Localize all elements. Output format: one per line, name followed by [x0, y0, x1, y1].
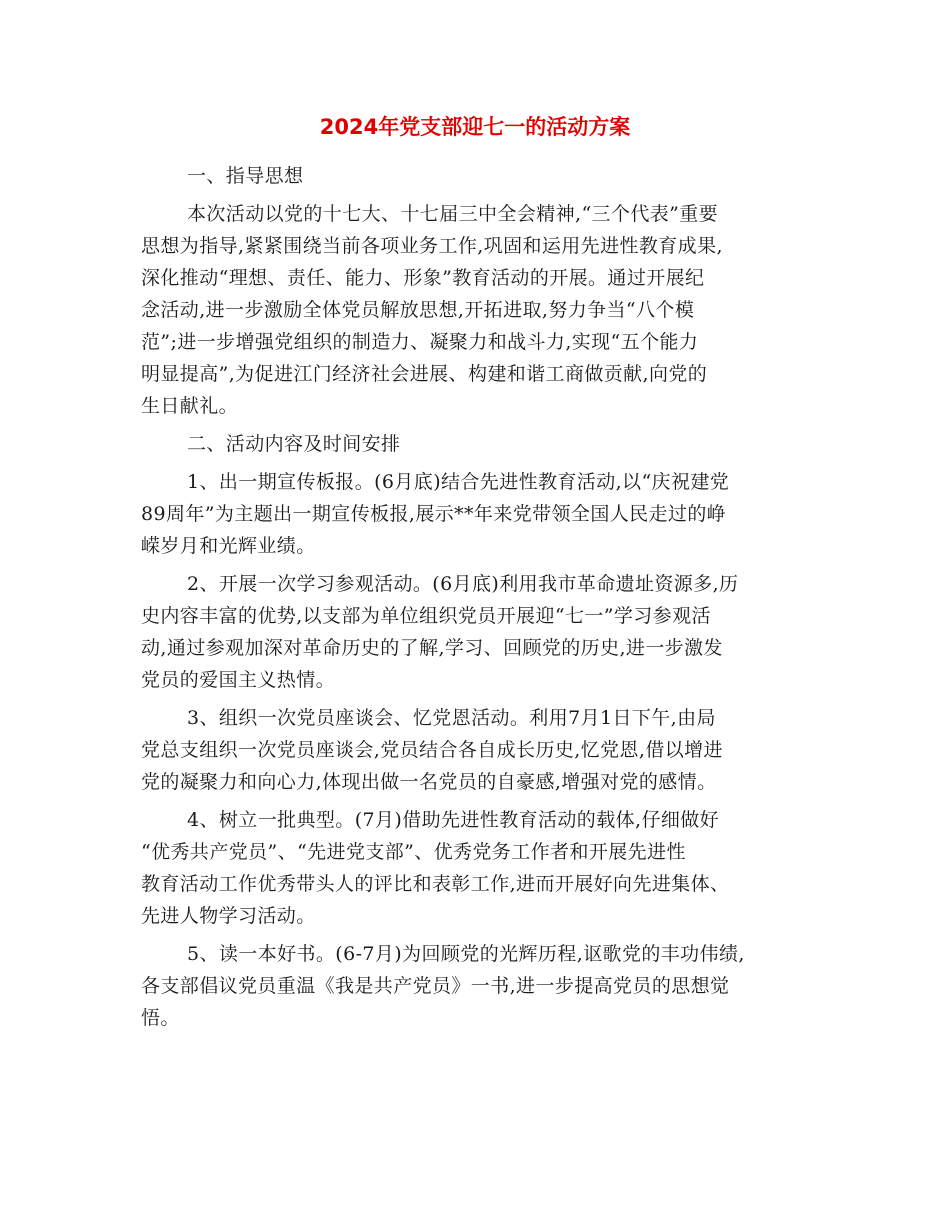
text-line: 一、指导思想: [187, 165, 304, 187]
text-line: 生日献礼。: [141, 395, 239, 417]
text-line: 思想为指导,紧紧围绕当前各项业务工作,巩固和运用先进性教育成果,: [141, 235, 723, 257]
paragraph: [141, 938, 811, 1034]
text-line: 党总支组织一次党员座谈会,党员结合各自成长历史,忆党恩,借以增进: [141, 739, 723, 761]
paragraph: [141, 804, 811, 932]
document-body: [141, 160, 811, 1034]
text-line: 先进人物学习活动。: [141, 905, 316, 927]
paragraph: [141, 568, 811, 696]
text-line: 动,通过参观加深对革命历史的了解,学习、回顾党的历史,进一步激发: [141, 637, 723, 659]
text-line: 1、出一期宣传板报。(6月底)结合先进性教育活动,以“庆祝建党: [187, 471, 730, 493]
text-line: 3、组织一次党员座谈会、忆党恩活动。利用7月1日下午,由局: [187, 707, 716, 729]
text-line: 嵘岁月和光辉业绩。: [141, 535, 316, 557]
paragraph: [141, 428, 811, 460]
paragraph: [141, 466, 811, 562]
document-title: 2024年党支部迎七一的活动方案: [319, 115, 631, 139]
text-line: 89周年”为主题出一期宣传板报,展示**年来党带领全国人民走过的峥: [141, 503, 727, 525]
paragraph: [141, 160, 811, 192]
text-line: “优秀共产党员”、“先进党支部”、优秀党务工作者和开展先进性: [141, 841, 686, 863]
paragraph: [141, 702, 811, 798]
text-line: 念活动,进一步激励全体党员解放思想,开拓进取,努力争当“八个模: [141, 299, 695, 321]
text-line: 党员的爱国主义热情。: [141, 669, 336, 691]
text-line: 史内容丰富的优势,以支部为单位组织党员开展迎“七一”学习参观活: [141, 605, 711, 627]
text-line: 教育活动工作优秀带头人的评比和表彰工作,进而开展好向先进集体、: [141, 873, 730, 895]
text-line: 二、活动内容及时间安排: [187, 433, 401, 455]
text-line: 4、树立一批典型。(7月)借助先进性教育活动的载体,仔细做好: [187, 809, 720, 831]
text-line: 深化推动“理想、责任、能力、形象”教育活动的开展。通过开展纪: [141, 267, 705, 289]
text-line: 范”;进一步增强党组织的制造力、凝聚力和战斗力,实现“五个能力: [141, 331, 699, 353]
paragraph: [141, 198, 811, 422]
text-line: 各支部倡议党员重温《我是共产党员》一书,进一步提高党员的思想觉: [141, 975, 730, 997]
text-line: 悟。: [141, 1007, 180, 1029]
text-line: 5、读一本好书。(6-7月)为回顾党的光辉历程,讴歌党的丰功伟绩,: [187, 943, 745, 965]
text-line: 明显提高”,为促进江门经济社会进展、构建和谐工商做贡献,向党的: [141, 363, 708, 385]
text-line: 党的凝聚力和向心力,体现出做一名党员的自豪感,增强对党的感情。: [141, 771, 717, 793]
text-line: 2、开展一次学习参观活动。(6月底)利用我市革命遗址资源多,历: [187, 573, 739, 595]
text-line: 本次活动以党的十七大、十七届三中全会精神,“三个代表”重要: [187, 203, 719, 225]
